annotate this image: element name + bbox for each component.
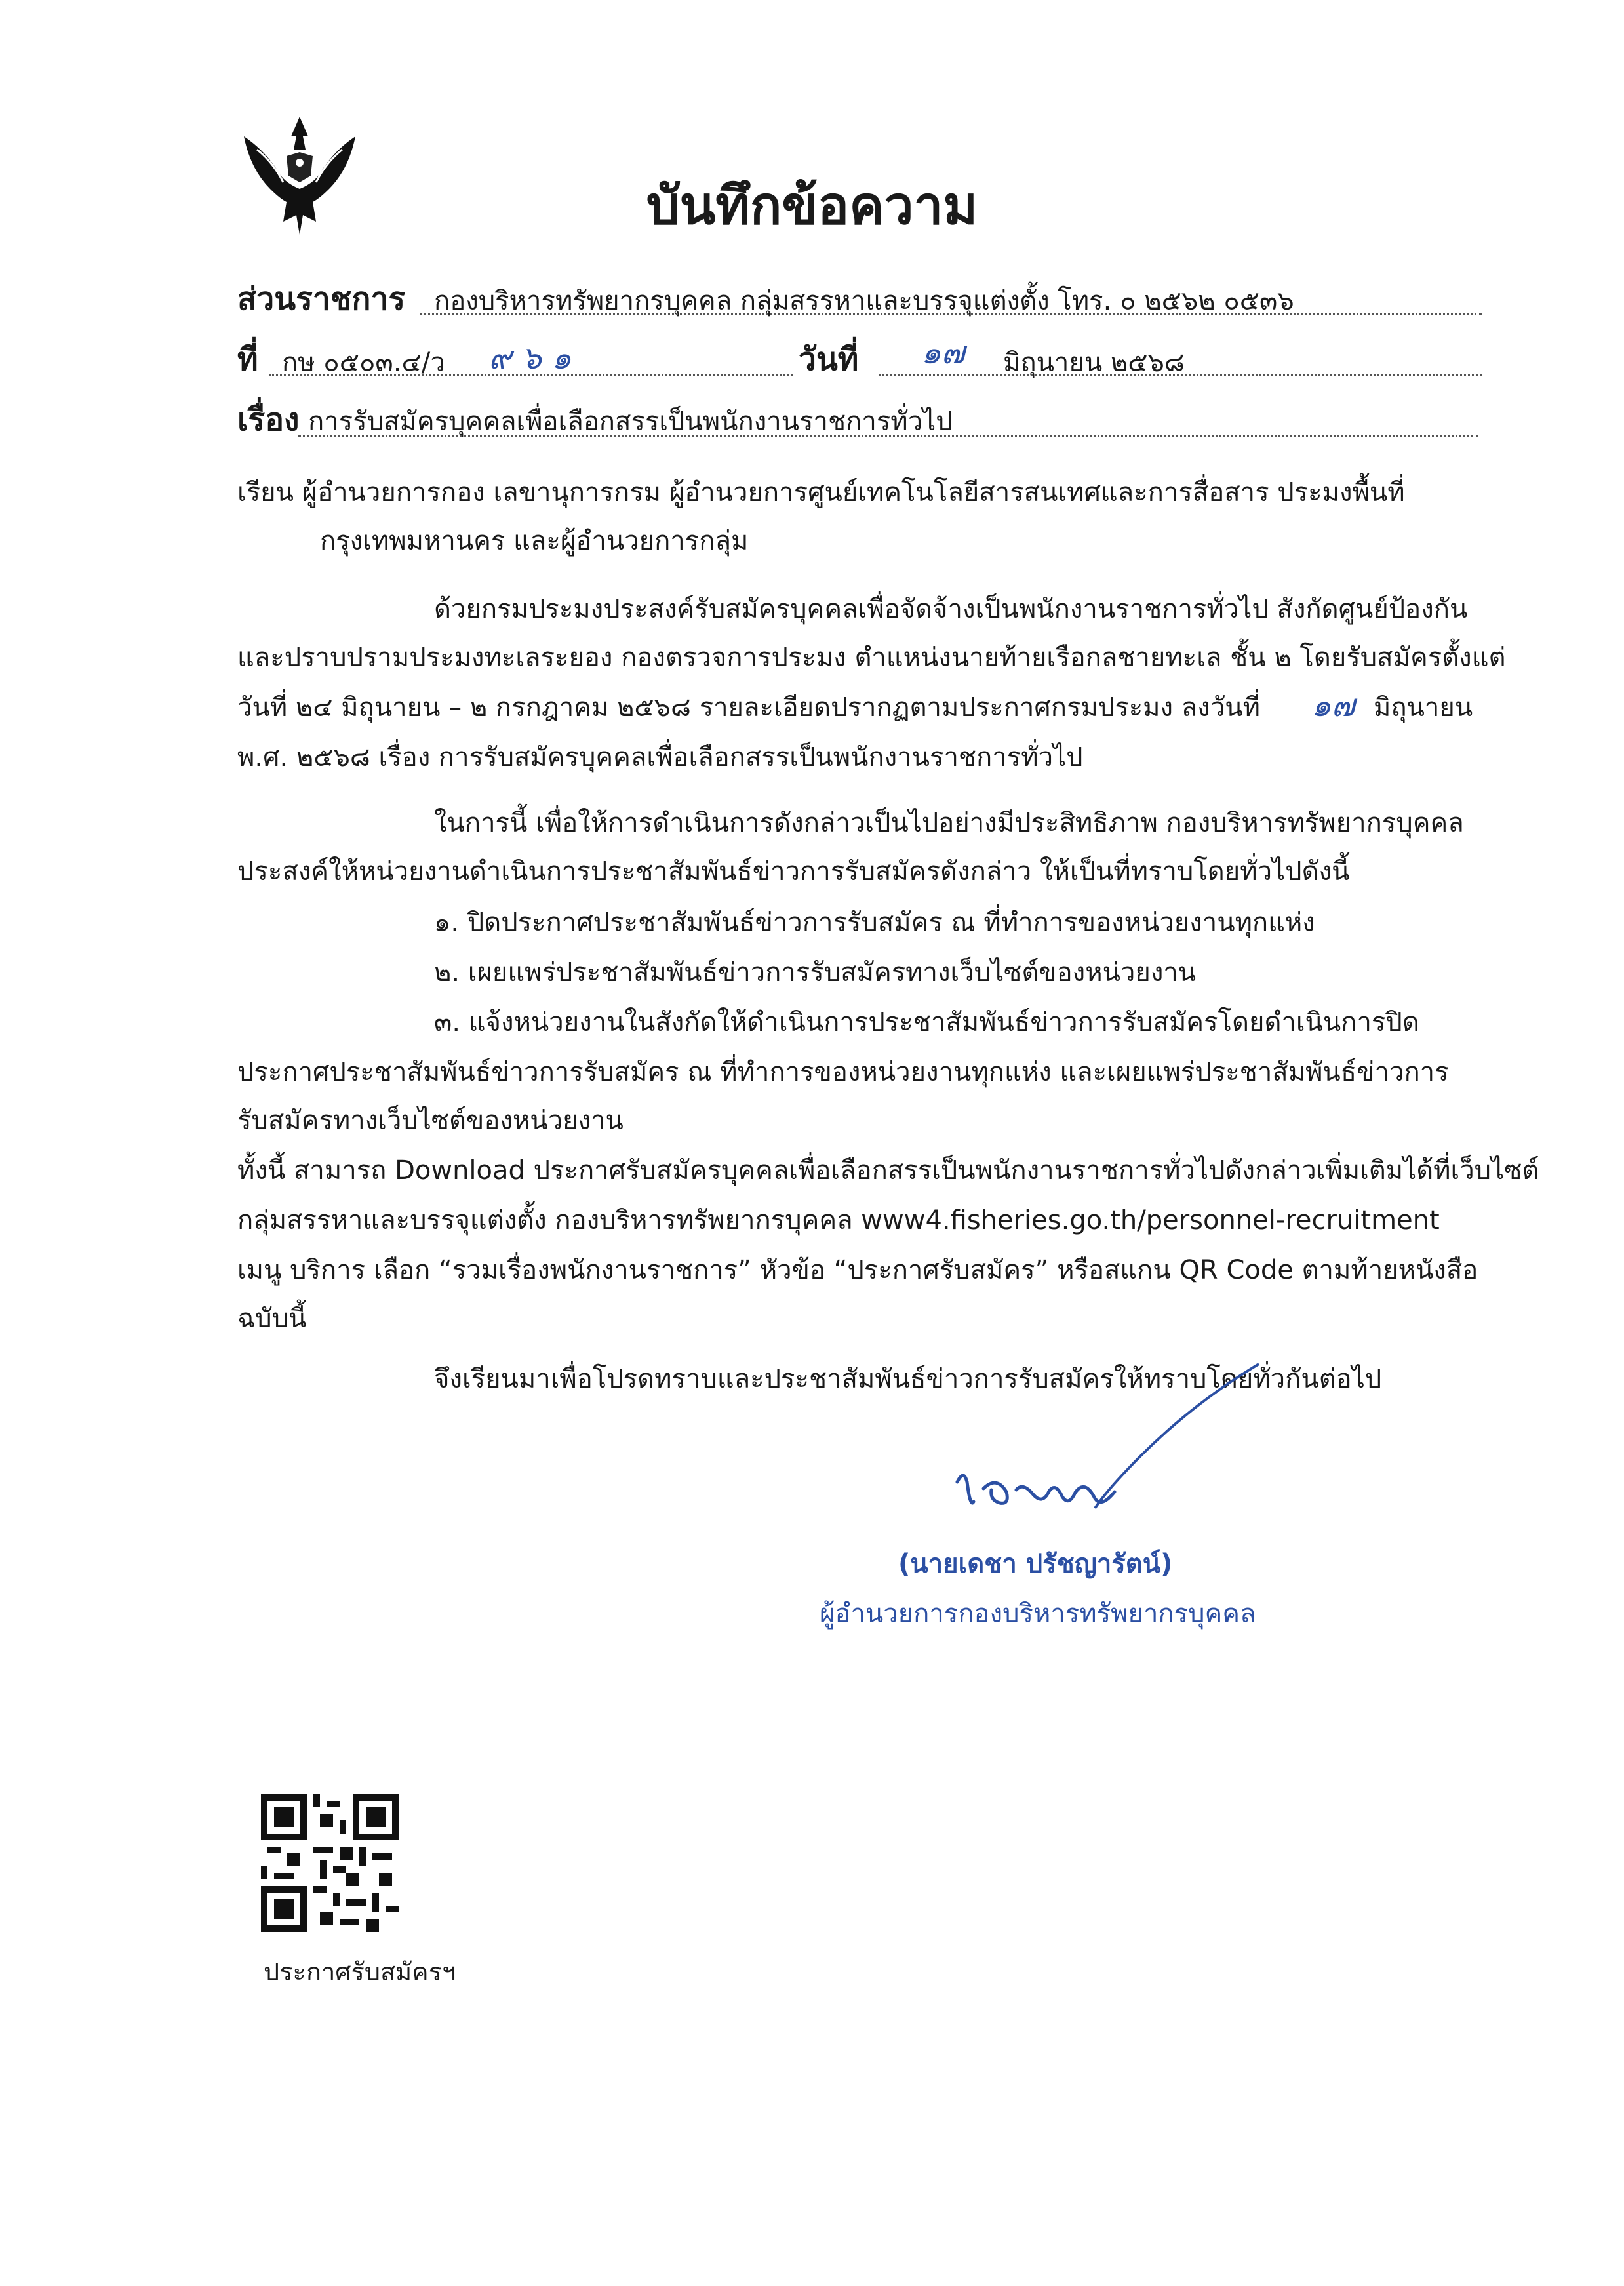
paragraph-3-line-1: ทั้งนี้ สามารถ Download ประกาศรับสมัครบุคคลเพื่อเลือกสรรเป็นพนักงานราชการทั่วไปดังกล่าวเพิ่มเติมได้ที่เว็บไซต์ (237, 1155, 1539, 1186)
page-title: บันทึกข้อความ (646, 175, 978, 236)
paragraph-1-line-1: ด้วยกรมประมงประสงค์รับสมัครบุคคลเพื่อจัดจ้างเป็นพนักงานราชการทั่วไป สังกัดศูนย์ป้องกัน (434, 594, 1468, 624)
signatory-name: (นายเดชา ปรัชญารัตน์) (898, 1549, 1173, 1579)
ref-number-handwritten: ๙ ๖ ๑ (488, 340, 572, 376)
list-item-3-line-3: รับสมัครทางเว็บไซต์ของหน่วยงาน (237, 1106, 624, 1136)
date-value: มิถุนายน ๒๕๖๘ (1003, 348, 1185, 378)
paragraph-1-handwritten-day: ๑๗ (1311, 687, 1355, 724)
list-item-3-line-2: ประกาศประชาสัมพันธ์ข่าวการรับสมัคร ณ ที่ทำการของหน่วยงานทุกแห่ง และเผยแพร่ประชาสัมพันธ์ข่าวการ (237, 1057, 1449, 1087)
paragraph-1-line-3: วันที่ ๒๔ มิถุนายน – ๒ กรกฎาคม ๒๕๖๘ รายละเอียดปรากฏตามประกาศกรมประมง ลงวันที่ (237, 692, 1260, 723)
date-underline (879, 374, 1482, 376)
to-line-1: เรียน ผู้อำนวยการกอง เลขานุการกรม ผู้อำนวยการศูนย์เทคโนโลยีสารสนเทศและการสื่อสาร ประมงพื้นที่ (237, 477, 1405, 508)
subject-underline (298, 435, 1478, 437)
signatory-position: ผู้อำนวยการกองบริหารทรัพยากรบุคคล (820, 1599, 1256, 1629)
qr-caption: ประกาศรับสมัครฯ (264, 1957, 456, 1986)
list-item-2: ๒. เผยแพร่ประชาสัมพันธ์ข่าวการรับสมัครทางเว็บไซต์ของหน่วยงาน (434, 957, 1197, 988)
paragraph-1-month: มิถุนายน (1374, 692, 1473, 723)
paragraph-3-line-2: กลุ่มสรรหาและบรรจุแต่งตั้ง กองบริหารทรัพยากรบุคคล www4.fisheries.go.th/personnel-recruitment (237, 1205, 1440, 1235)
ref-label: ที่ (237, 341, 258, 378)
paragraph-1-line-2: และปราบปรามประมงทะเลระยอง กองตรวจการประมง ตำแหน่งนายท้ายเรือกลชายทะเล ชั้น ๒ โดยรับสมัครตั้งแต่ (237, 643, 1506, 673)
agency-value: กองบริหารทรัพยากรบุคคล กลุ่มสรรหาและบรรจุแต่งตั้ง โทร. ๐ ๒๕๖๒ ๐๕๓๖ (434, 286, 1294, 316)
agency-label: ส่วนราชการ (237, 281, 406, 317)
list-item-1: ๑. ปิดประกาศประชาสัมพันธ์ข่าวการรับสมัคร ณ ที่ทำการของหน่วยงานทุกแห่ง (434, 908, 1315, 938)
closing-line: จึงเรียนมาเพื่อโปรดทราบและประชาสัมพันธ์ข่าวการรับสมัครให้ทราบโดยทั่วกันต่อไป (434, 1364, 1382, 1394)
paragraph-3-line-4: ฉบับนี้ (237, 1304, 307, 1334)
paragraph-3-line-3: เมนู บริการ เลือก “รวมเรื่องพนักงานราชการ” หัวข้อ “ประกาศรับสมัคร” หรือสแกน QR Code ตามท้ายหนังสือ (237, 1255, 1478, 1285)
qr-code-icon (261, 1794, 399, 1932)
ref-underline (269, 374, 793, 376)
ref-value: กษ ๐๕๐๓.๔/ว (282, 348, 445, 378)
date-day-handwritten: ๑๗ (921, 334, 965, 371)
agency-underline (420, 313, 1482, 315)
paragraph-2-line-2: ประสงค์ให้หน่วยงานดำเนินการประชาสัมพันธ์ข่าวการรับสมัครดังกล่าว ให้เป็นที่ทราบโดยทั่วไปดังนี้ (237, 856, 1350, 887)
subject-label: เรื่อง (237, 401, 300, 438)
list-item-3-line-1: ๓. แจ้งหน่วยงานในสังกัดให้ดำเนินการประชาสัมพันธ์ข่าวการรับสมัครโดยดำเนินการปิด (434, 1007, 1419, 1037)
to-line-2: กรุงเทพมหานคร และผู้อำนวยการกลุ่ม (320, 526, 749, 556)
subject-value: การรับสมัครบุคคลเพื่อเลือกสรรเป็นพนักงานราชการทั่วไป (308, 407, 953, 437)
paragraph-2-line-1: ในการนี้ เพื่อให้การดำเนินการดังกล่าวเป็นไปอย่างมีประสิทธิภาพ กองบริหารทรัพยากรบุคคล (434, 808, 1464, 838)
date-label: วันที่ (799, 341, 859, 378)
signature-icon (944, 1351, 1272, 1541)
paragraph-1-line-4: พ.ศ. ๒๕๖๘ เรื่อง การรับสมัครบุคคลเพื่อเลือกสรรเป็นพนักงานราชการทั่วไป (237, 742, 1083, 772)
